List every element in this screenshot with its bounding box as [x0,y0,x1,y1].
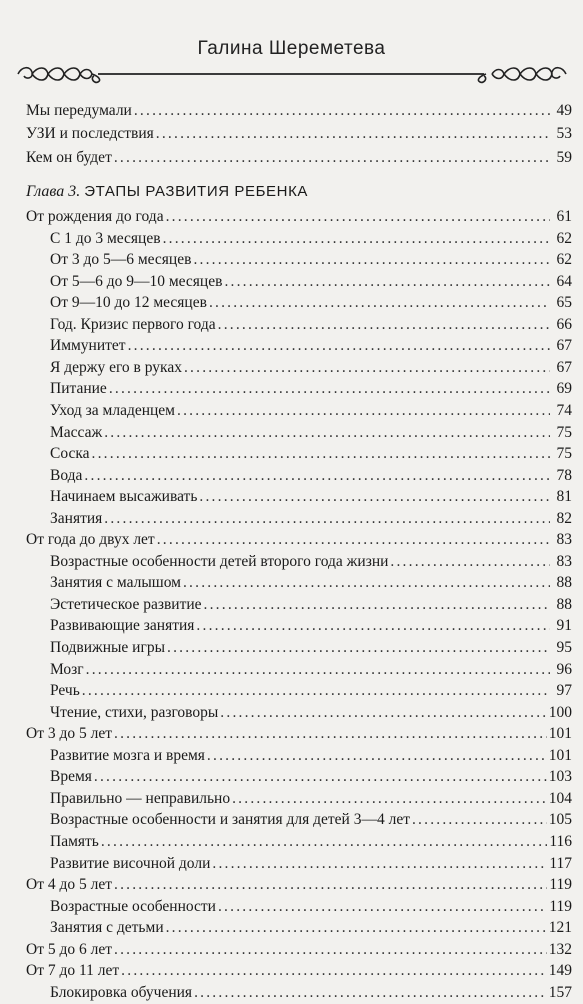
toc-entry [50,292,572,314]
toc-leader-dots [134,100,550,122]
toc-entry-page-number: 104 [548,789,572,807]
toc-leader-dots [82,680,550,702]
toc-entry-label: Чтение, стихи, разговоры [50,703,219,721]
toc-entry [50,788,572,810]
toc-entry [50,335,572,357]
toc-leader-dots [224,271,550,293]
toc-entry-label: Время [50,768,92,786]
toc-leader-dots [177,400,550,422]
toc-entry-label: Питание [50,380,107,398]
toc-entry [50,766,572,788]
toc-entry [50,831,572,853]
toc-entry [50,659,572,681]
toc-entry [26,939,572,961]
toc-entry [50,228,572,250]
toc-entry [50,982,572,1004]
toc-leader-dots [128,335,550,357]
toc-leader-dots [163,228,550,250]
toc-entry-label: От 5 до 6 лет [26,940,112,958]
toc-entry-label: От 5—6 до 9—10 месяцев [50,272,223,290]
toc-entry-page-number: 65 [556,294,572,312]
toc-leader-dots [94,766,547,788]
toc-entry-page-number: 119 [549,876,572,894]
toc-entry-label: Соска [50,445,90,463]
toc-entry [50,249,572,271]
toc-leader-dots [114,939,547,961]
toc-entry-page-number: 75 [556,423,572,441]
toc-entry-label: Блокировка обучения [50,983,193,1001]
toc-leader-dots [104,508,550,530]
toc-leader-dots [183,572,550,594]
toc-entry [50,378,572,400]
toc-entry-label: От 3 до 5—6 месяцев [50,251,192,269]
toc-leader-dots [109,378,550,400]
toc-entry-label: Подвижные игры [50,639,165,656]
toc-entry-page-number: 78 [556,466,572,484]
toc-leader-dots [166,206,550,228]
toc-entry-page-number: 116 [549,832,572,850]
toc-entry-label: От 9—10 до 12 месяцев [50,294,207,312]
toc-leader-dots [114,874,547,896]
toc-entry-label: Мы передумали [26,102,132,119]
toc-entry-page-number: 121 [548,919,572,937]
toc-entry-label: От 4 до 5 лет [26,876,112,894]
toc-entry-page-number: 83 [556,552,572,570]
toc-entry-label: Массаж [50,423,103,441]
toc-leader-dots [167,637,550,659]
toc-entry-label: Занятия с малышом [50,574,181,592]
toc-entry-label: Речь [50,682,80,700]
toc-entry-page-number: 101 [548,746,572,764]
chapter-prefix: Глава 3. [26,183,81,200]
toc-leader-dots [232,788,547,810]
toc-leader-dots [209,292,550,314]
toc-entry-page-number: 59 [556,148,572,166]
toc-entry [26,529,572,551]
toc-leader-dots [220,702,546,724]
toc-leader-dots [412,809,547,831]
toc-entry-label: Занятия [50,509,103,527]
toc-entry-label: С 1 до 3 месяцев [50,229,161,247]
toc-entry-label: Иммунитет [50,337,126,355]
toc-entry-label: УЗИ и последствия [26,125,154,143]
toc-entry-label: Возрастные особенности детей второго года жизни [50,552,389,570]
chapter-title: ЭТАПЫ РАЗВИТИЯ РЕБЕНКА [84,183,309,200]
toc-entry-page-number: 61 [556,208,572,225]
toc-leader-dots [184,357,550,379]
toc-leader-dots [84,465,550,487]
toc-leader-dots [156,123,550,145]
toc-leader-dots [121,960,547,982]
toc-leader-dots [86,659,550,681]
toc-entry-page-number: 82 [556,509,572,527]
toc-entry-label: Эстетическое развитие [50,595,202,613]
toc-entry-page-number: 88 [556,574,572,592]
toc-entry [50,314,572,336]
toc-entry-page-number: 62 [556,229,572,247]
toc-entry-page-number: 97 [556,682,572,700]
toc-entry-page-number: 157 [548,983,572,1001]
toc-entry [50,400,572,422]
toc-entry [26,206,572,228]
toc-leader-dots [196,615,550,637]
toc-entry [50,486,572,508]
toc-entry-label: От 3 до 5 лет [26,725,112,743]
toc-entry [50,680,572,702]
toc-entry-page-number: 132 [548,940,572,958]
toc-entry [26,123,572,145]
toc-entry-page-number: 74 [556,401,572,419]
toc-leader-dots [212,853,547,875]
toc-leader-dots [114,147,550,169]
toc-leader-dots [194,982,547,1004]
toc-leader-dots [193,249,550,271]
toc-entry-page-number: 69 [556,380,572,398]
toc-entry-page-number: 100 [548,703,572,721]
toc-leader-dots [92,443,550,465]
toc-entry-label: Мозг [50,660,84,678]
toc-entry-label: Память [50,832,99,850]
scroll-ornament-icon [14,62,570,86]
toc-entry [50,594,572,616]
toc-entry-page-number: 53 [556,125,572,143]
toc-entry-page-number: 95 [556,639,572,656]
toc-entry [26,960,572,982]
toc-entry-page-number: 66 [556,315,572,333]
toc-entry-page-number: 101 [548,725,572,743]
chapter-heading [26,180,572,204]
toc-entry [26,723,572,745]
toc-entry [26,874,572,896]
toc-entry-label: Развитие височной доли [50,854,211,872]
toc-leader-dots [104,422,550,444]
toc-entry [50,443,572,465]
toc-entry [26,147,572,169]
toc-entry-page-number: 49 [556,102,572,119]
toc-entry [50,637,572,659]
toc-entry-page-number: 103 [548,768,572,786]
toc-entry-label: От 7 до 11 лет [26,962,120,980]
toc-leader-dots [157,529,550,551]
toc-entry-page-number: 149 [548,962,572,980]
toc-entry-page-number: 81 [556,488,572,506]
toc-entry [50,508,572,530]
toc-entry [50,702,572,724]
toc-leader-dots [101,831,547,853]
toc-entry [50,551,572,573]
toc-entry-page-number: 117 [549,854,572,872]
toc-entry-label: Возрастные особенности [50,897,216,915]
toc-entry-label: Вода [50,466,83,484]
toc-entry-page-number: 67 [556,358,572,376]
toc-leader-dots [207,745,547,767]
toc-entry-label: Развитие мозга и время [50,746,205,764]
toc-entry-label: Уход за младенцем [50,401,175,419]
toc-entry-page-number: 88 [556,595,572,613]
toc-entry-label: Начинаем высаживать [50,488,198,506]
toc-entry-page-number: 64 [556,272,572,290]
toc-leader-dots [114,723,547,745]
toc-entry [50,745,572,767]
toc-leader-dots [390,551,550,573]
toc-entry [50,809,572,831]
toc-entry [50,917,572,939]
toc-entry [50,896,572,918]
toc-entry-label: Я держу его в руках [50,358,182,376]
toc-entry-label: Занятия с детьми [50,919,164,937]
toc-entry-page-number: 91 [556,617,572,635]
toc-entry [50,572,572,594]
toc-leader-dots [218,896,547,918]
toc-entry [50,615,572,637]
toc-entry [26,100,572,122]
toc-entry-label: Кем он будет [26,148,112,166]
toc-entry [50,357,572,379]
toc-entry-page-number: 96 [556,660,572,678]
toc-entry-label: Правильно — неправильно [50,789,231,807]
toc-entry-label: От года до двух лет [26,531,155,549]
toc-entry-label: Возрастные особенности и занятия для детей 3—4 лет [50,811,410,829]
toc-entry-label: Год. Кризис первого года [50,315,216,333]
toc-entry-label: От рождения до года [26,208,164,225]
toc-entry [50,853,572,875]
toc-entry [50,422,572,444]
toc-entry [50,271,572,293]
toc-entry-page-number: 62 [556,251,572,269]
toc-leader-dots [204,594,550,616]
toc-leader-dots [218,314,550,336]
toc-entry-page-number: 105 [548,811,572,829]
toc-entry-label: Развивающие занятия [50,617,195,635]
toc-leader-dots [166,917,547,939]
toc-leader-dots [199,486,550,508]
running-header-title: Галина Шереметева [197,38,386,59]
toc-entry [50,465,572,487]
toc-entry-page-number: 67 [556,337,572,355]
toc-entry-page-number: 83 [556,531,572,549]
toc-entry-page-number: 119 [549,897,572,915]
toc-entry-page-number: 75 [556,445,572,463]
